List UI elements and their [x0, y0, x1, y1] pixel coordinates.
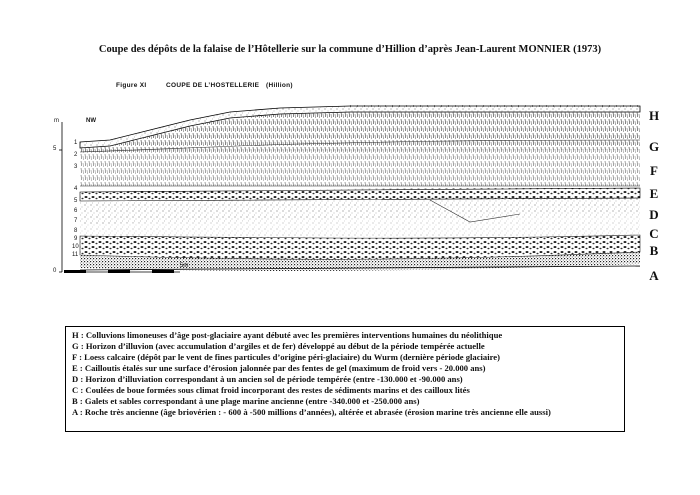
inner-tick-8: 8	[74, 228, 78, 234]
layer-letter-d: D	[649, 207, 659, 222]
legend-item-h: H : Colluvions limoneuses d’âge post-glaciaire ayant débuté avec les premières interventions humaines du néolithique	[72, 330, 503, 340]
layer-letter-g: G	[648, 139, 660, 154]
layer-f	[80, 150, 640, 186]
inner-tick-4: 4	[74, 186, 78, 192]
inner-tick-1: 1	[74, 140, 78, 146]
figure-place: (Hillion)	[266, 82, 293, 89]
axis-tick-0: 0	[53, 268, 57, 274]
legend-item-e: E : Cailloutis étalés sur une surface d’érosion jalonnée par des fentes de gel (maximum de froid vers - 20.000 ans)	[72, 363, 486, 373]
layer-letter-c: C	[649, 226, 659, 241]
legend-item-g: G : Horizon d’illuvion (avec accumulation d’argiles et de fer) développé au début de la période tempérée actuelle	[72, 341, 485, 351]
orientation-label: NW	[86, 118, 96, 124]
inner-tick-3: 3	[74, 164, 78, 170]
inner-tick-7: 7	[74, 218, 78, 224]
inner-tick-5: 5	[74, 198, 78, 204]
figure-name: COUPE DE L’HOSTELLERIE	[166, 82, 260, 89]
figure-number: Figure XI	[116, 82, 147, 89]
legend-item-f: F : Loess calcaire (dépôt par le vent de fines particules d’origine péri-glaciaire) du Wurm (dernière période glaciaire)	[72, 352, 500, 362]
axis-unit: m	[54, 118, 59, 124]
legend-item-b: B : Galets et sables correspondant à une plage marine ancienne (entre -340.000 et -250.000 ans)	[72, 396, 420, 406]
inner-tick-11: 11	[72, 252, 79, 258]
legend-box	[65, 326, 625, 432]
legend-item-a: A : Roche très ancienne (âge briovérien : - 600 à -500 millions d’années), altérée et abrasée (érosion marine très ancienne elle aussi)	[72, 407, 551, 417]
page-title: Coupe des dépôts de la falaise de l’Hôtellerie sur la commune d’Hillion d’après Jean-Laurent MONNIER (1973)	[98, 44, 602, 55]
inner-tick-6: 6	[74, 208, 78, 214]
layer-letter-b: B	[649, 243, 659, 258]
scale-bar	[64, 270, 180, 273]
axis-tick-5: 5	[53, 146, 57, 152]
layer-letter-h: H	[648, 108, 660, 123]
inner-tick-9: 9	[74, 236, 78, 242]
inner-tick-2: 2	[74, 152, 78, 158]
legend-item-d: D : Horizon d’illuviation correspondant à un ancien sol de période tempérée (entre -130.000 et -90.000 ans)	[72, 374, 463, 384]
inner-tick-10: 10	[72, 244, 79, 250]
layer-letter-a: A	[649, 268, 659, 283]
layer-letter-f: F	[650, 163, 658, 178]
scale-label: 5m	[180, 263, 189, 269]
legend-item-c: C : Coulées de boue formées sous climat froid incorporant des restes de sédiments marins et des cailloux lités	[72, 385, 470, 395]
layer-letter-e: E	[649, 186, 659, 201]
